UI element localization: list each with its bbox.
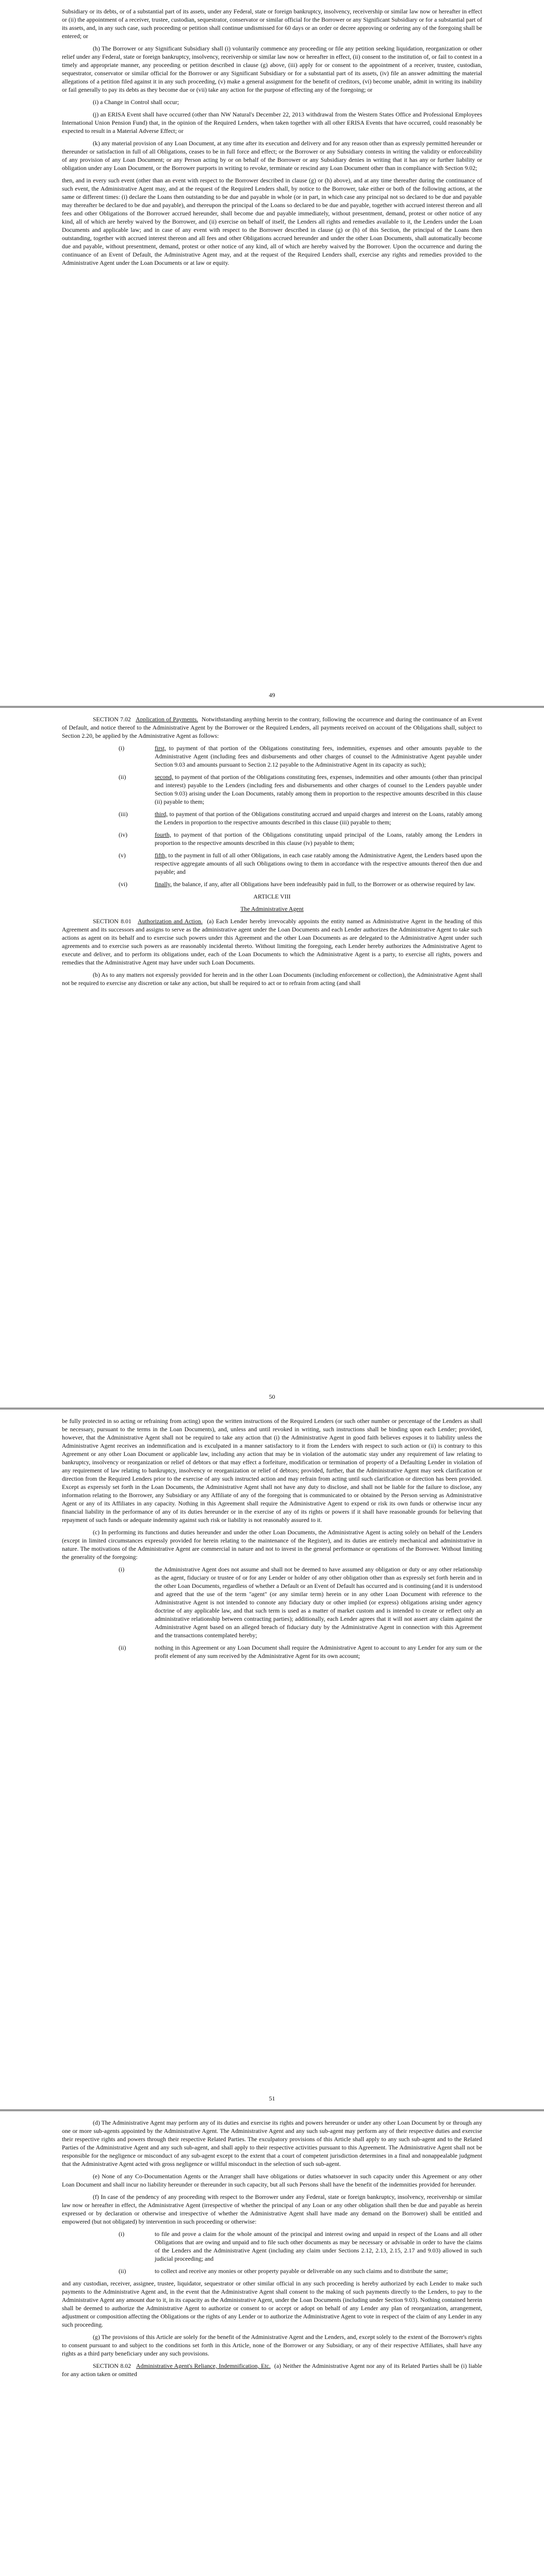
item-text: nothing in this Agreement or any Loan Document shall require the Administrative Agent to account to any Lender for any sum or the profit element of any sum received by the Administrative Agent for its own account;: [155, 1644, 482, 1659]
document-page-51: [0, 1410, 544, 2109]
item-text: to file and prove a claim for the whole amount of the principal and interest owing and unpaid in respect of the Loans and all other Obligations that are owing and unpaid and to file such other documents as may be necessary or advisable in order to have the claims of the Lenders and the Administrative Agent (including any claim under Sections 2.12, 2.13, 2.15, 2.17 and 9.03) allowed in such judicial proceeding; and: [155, 2230, 482, 2262]
item-lead: fifth,: [155, 852, 167, 859]
item-label: (i): [119, 2230, 125, 2238]
page-number: 51: [269, 2095, 275, 2102]
section-heading: SECTION 8.02: [93, 2362, 131, 2369]
item-text: the balance, if any, after all Obligations have been indefeasibly paid in full, to the Borrower or as otherwise required by law.: [173, 880, 475, 888]
article-heading: ARTICLE VIII: [253, 893, 291, 900]
page-number: 50: [269, 1393, 275, 1400]
section-title: Administrative Agent's Reliance, Indemnification, Etc.: [136, 2362, 271, 2369]
document-page-52: [0, 2111, 544, 2576]
paragraph-k: (k) any material provision of any Loan Document, at any time after its execution and delivery and for any reason other than as expressly permitted hereunder or thereunder or satisfaction in full of all Obligations, ceases to be in full force and effect; or the Borrower or any Subsidiary contests in writing the validity or enforceability of any provision of any Loan Document; or any Person acting by or on behalf of the Borrower or any Subsidiary denies in writing that it has any or further liability or obligation under any Loan Document, or the Borrower purports in writing to revoke, terminate or rescind any Loan Document other than in compliance with Section 9.02;: [62, 140, 482, 172]
paragraph: be fully protected in so acting or refraining from acting) upon the written instructions of the Required Lenders (or such other number or percentage of the Lenders as shall be necessary, pursuant to the terms in the Loan Documents), and, unless and until revoked in writing, such instructions shall be binding upon each Lender; provided, however, that the Administrative Agent shall not be required to take any action that (i) the Administrative Agent in good faith believes exposes it to liability unless the Administrative Agent receives an indemnification and is exculpated in a manner satisfactory to it from the Lenders with respect to such action or (ii) is contrary to this Agreement or any other Loan Document or applicable law, including any action that may be in violation of the automatic stay under any requirement of law relating to bankruptcy, insolvency or reorganization or relief of debtors or that may effect a forfeiture, modification or termination of property of a Defaulting Lender in violation of any requirement of law relating to bankruptcy, insolvency or reorganization or relief of debtors; provided, further, that the Administrative Agent may seek clarification or direction from the Required Lenders prior to the exercise of any such instructed action and may refrain from acting until such clarification or direction has been provided. Except as expressly set forth in the Loan Documents, the Administrative Agent shall not have any duty to disclose, and shall not be liable for the failure to disclose, any information relating to the Borrower, any Subsidiary or any Affiliate of any of the foregoing that is communicated to or obtained by the Person serving as Administrative Agent or any of its Affiliates in any capacity. Nothing in this Agreement shall require the Administrative Agent to expend or risk its own funds or otherwise incur any financial liability in the performance of any of its duties hereunder or in the exercise of any of its rights or powers if it shall have reasonable grounds for believing that repayment of such funds or adequate indemnity against such risk or liability is not reasonably assured to it.: [62, 1417, 482, 1523]
paragraph-d: (d) The Administrative Agent may perform any of its duties and exercise its rights and powers hereunder or under any other Loan Document by or through any one or more sub-agents appointed by the Administrative Agent. The Administrative Agent and any such sub-agent may perform any of their respective duties and exercise their respective rights and powers through their respective Related Parties. The exculpatory provisions of this Article shall apply to any such sub-agent and to the Related Parties of the Administrative Agent and any such sub-agent, and shall apply to their respective activities pursuant to this Agreement. The Administrative Agent shall not be responsible for the negligence or misconduct of any sub-agent except to the extent that a court of competent jurisdiction determines in a final and nonappealable judgment that the Administrative Agent acted with gross negligence or willful misconduct in the selection of such sub-agent.: [62, 2119, 482, 2167]
paragraph: Subsidiary or its debts, or of a substantial part of its assets, under any Federal, state or foreign bankruptcy, insolvency, receivership or similar law now or hereafter in effect or (ii) the appointment of a receiver, trustee, custodian, sequestrator, conservator or similar official for the Borrower or any Significant Subsidiary or for a substantial part of its assets, and, in any such case, such proceeding or petition shall continue undismissed for 60 days or an order or decree approving or ordering any of the foregoing shall be entered; or: [62, 8, 482, 40]
section-text: (a) Neither the Administrative Agent nor any of its Related Parties shall be (i) liable for any action taken or omitted: [62, 2362, 482, 2378]
section-8-02: [62, 2362, 482, 2378]
section-heading: SECTION 7.02: [93, 716, 131, 723]
item-lead: third,: [155, 810, 168, 818]
item-lead: second,: [155, 773, 173, 781]
article-title: The Administrative Agent: [240, 905, 304, 912]
item-text: to payment of that portion of the Obligations constituting unpaid principal of the Loans, ratably among the Lenders in proportion to the respective amounts described in this clause (iv) payable to them;: [155, 831, 482, 846]
item-lead: finally,: [155, 880, 172, 888]
item-label: (ii): [119, 773, 126, 781]
item-text: to the payment in full of all other Obligations, in each case ratably among the Administrative Agent, the Lenders based upon the respective aggregate amounts of all such Obligations owing to them in accordance with the respective amounts thereof then due and payable; and: [155, 852, 482, 875]
item-text: to collect and receive any monies or other property payable or deliverable on any such claims and to distribute the same;: [155, 2267, 448, 2275]
section-title: Application of Payments.: [136, 716, 199, 723]
item-label: (vi): [119, 880, 128, 888]
page-number: 49: [269, 691, 275, 699]
section-8-01: [62, 917, 482, 967]
document-page-49: [0, 0, 544, 706]
item-lead: first,: [155, 744, 166, 752]
paragraph: and any custodian, receiver, assignee, trustee, liquidator, sequestrator or other similar official in any such proceeding is hereby authorized by each Lender to make such payments to the Administrative Agent and, in the event that the Administrative Agent shall consent to the making of such payments directly to the Lenders, to pay to the Administrative Agent any amount due to it, in its capacity as the Administrative Agent, under the Loan Documents (including under Section 9.03). Nothing contained herein shall be deemed to authorize the Administrative Agent to authorize or consent to or accept or adopt on behalf of any Lender any plan of reorganization, arrangement, adjustment or composition affecting the Obligations or the rights of any Lender or to authorize the Administrative Agent to vote in respect of the claim of any Lender in any such proceeding.: [62, 2280, 482, 2328]
item-label: (i): [119, 744, 125, 752]
page-body: [62, 715, 482, 991]
document-page-50: [0, 708, 544, 1408]
item-text: to payment of that portion of the Obligations constituting fees, indemnities, expenses and other amounts payable to the Administrative Agent (including fees and disbursements and other charges of counsel to the Administrative Agent payable under Section 9.03 and amounts pursuant to Section 2.12 payable to the Administrative Agent in its capacity as such);: [155, 744, 482, 768]
item-text: to payment of that portion of the Obligations constituting fees, expenses, indemnities and other amounts (other than principal and interest) payable to the Lenders (including fees and disbursements and other charges of counsel to the Lenders payable under Section 9.03) arising under the Loan Documents, ratably among them in proportion to the respective amounts described in this clause (ii) payable to them;: [155, 773, 482, 805]
section-text: Notwithstanding anything herein to the contrary, following the occurrence and during the continuance of an Event of Default, and notice thereof to the Administrative Agent by the Borrower or the Required Lenders, all payments received on account of the Obligations shall, subject to Section 2.20, be applied by the Administrative Agent as follows:: [62, 716, 483, 739]
page-body: [62, 7, 482, 271]
item-text: the Administrative Agent does not assume and shall not be deemed to have assumed any obligation or duty or any other relationship as the agent, fiduciary or trustee of or for any Lender or holder of any other obligation other than as expressly set forth herein and in the other Loan Documents, regardless of whether a Default or an Event of Default has occurred and is continuing (and it is understood and agreed that the use of the term "agent" (or any similar term) herein or in any other Loan Document with reference to the Administrative Agent is not intended to connote any fiduciary duty or other implied (or express) obligations arising under agency doctrine of any applicable law, and that such term is used as a matter of market custom and is intended to create or reflect only an administrative relationship between contracting parties); additionally, each Lender agrees that it will not assert any claim against the Administrative Agent based on an alleged breach of fiduciary duty by the Administrative Agent in connection with this Agreement and the transactions contemplated hereby;: [155, 1566, 482, 1639]
list-item: [119, 810, 482, 826]
item-label: (i): [119, 1566, 125, 1573]
paragraph-remedies: then, and in every such event (other than an event with respect to the Borrower described in clause (g) or (h) above), and at any time thereafter during the continuance of such event, the Administrative Agent may, and at the request of the Required Lenders shall, by notice to the Borrower, take either or both of the following actions, at the same or different times: (i) declare the Loans then outstanding to be due and payable in whole (or in part, in which case any principal not so declared to be due and payable may thereafter be declared to be due and payable), and thereupon the principal of the Loans so declared to be due and payable, together with accrued interest thereon and all fees and other Obligations of the Borrower accrued hereunder, shall become due and payable immediately, without presentment, demand, protest or other notice of any kind, all of which are hereby waived by the Borrower, and (ii) exercise on behalf of itself, the Lenders all rights and remedies available to it, the Lenders under the Loan Documents and applicable law; and in case of any event with respect to the Borrower described in clause (g) or (h) of this Section, the principal of the Loans then outstanding, together with accrued interest thereon and all fees and other Obligations accrued hereunder and under the other Loan Documents, shall automatically become due and payable, without presentment, demand, protest or other notice of any kind, all of which are hereby waived by the Borrower. Upon the occurrence and during the continuance of an Event of Default, the Administrative Agent may, and at the request of the Required Lenders shall, exercise any rights and remedies provided to the Administrative Agent under the Loan Documents or at law or equity.: [62, 177, 482, 266]
list-item: [119, 2230, 482, 2263]
list-item: [119, 2267, 482, 2275]
item-lead: fourth,: [155, 831, 171, 838]
list-item: [119, 851, 482, 876]
item-label: (iii): [119, 810, 128, 818]
section-title: Authorization and Action.: [138, 918, 203, 925]
item-label: (iv): [119, 831, 128, 838]
page-body: [62, 2119, 482, 2382]
section-7-02: [62, 715, 482, 740]
paragraph-h: (h) The Borrower or any Significant Subsidiary shall (i) voluntarily commence any proceeding or file any petition seeking liquidation, reorganization or other relief under any Federal, state or foreign bankruptcy, insolvency, receivership or similar law now or hereafter in effect, (ii) consent to the institution of, or fail to contest in a timely and appropriate manner, any proceeding or petition described in clause (g) above, (iii) apply for or consent to the appointment of a receiver, trustee, custodian, sequestrator, conservator or similar official for the Borrower or any Significant Subsidiary or for a substantial part of its assets, (iv) file an answer admitting the material allegations of a petition filed against it in any such proceeding, (v) make a general assignment for the benefit of creditors, (vi) become unable, admit in writing its inability or fail generally to pay its debts as they become due or (vii) take any action for the purpose of effecting any of the foregoing; or: [62, 45, 482, 93]
paragraph-f: (f) In case of the pendency of any proceeding with respect to the Borrower under any Federal, state or foreign bankruptcy, insolvency, receivership or similar law now or hereafter in effect, the Administrative Agent (irrespective of whether the principal of any Loan or any other obligation shall then be due and payable as herein expressed or by declaration or otherwise and irrespective of whether the Administrative Agent shall have made any demand on the Borrower) shall be entitled and empowered (but not obligated) by intervention in such proceeding or otherwise:: [62, 2193, 482, 2225]
list-item: [119, 880, 482, 888]
list-item: [119, 1565, 482, 1639]
page-body: [62, 1417, 482, 1664]
section-heading: SECTION 8.01: [93, 918, 131, 925]
paragraph-c: (c) In performing its functions and duties hereunder and under the other Loan Documents, the Administrative Agent is acting solely on behalf of the Lenders (except in limited circumstances expressly provided for herein relating to the maintenance of the Register), and its duties are entirely mechanical and administrative in nature. The motivations of the Administrative Agent are commercial in nature and not to invest in the general performance or operations of the Borrower. Without limiting the generality of the foregoing:: [62, 1529, 482, 1561]
item-label: (v): [119, 852, 126, 859]
list-item: [119, 831, 482, 847]
paragraph-b: (b) As to any matters not expressly provided for herein and in the other Loan Documents (including enforcement or collection), the Administrative Agent shall not be required to exercise any discretion or take any action, but shall be required to act or to refrain from acting (and shall: [62, 971, 482, 987]
list-item: [119, 1643, 482, 1660]
item-text: to payment of that portion of the Obligations constituting accrued and unpaid charges and interest on the Loans, ratably among the Lenders in proportion to the respective amounts described in this clause (iii) payable to them;: [155, 810, 482, 826]
section-text: (a) Each Lender hereby irrevocably appoints the entity named as Administrative Agent in the heading of this Agreement and its successors and assigns to serve as the administrative agent under the Loan Documents and each Lender authorizes the Administrative Agent to take such actions as agent on its behalf and to exercise such powers under this Agreement and the other Loan Documents as are delegated to the Administrative Agent under such agreements and to exercise such powers as are reasonably incidental thereto. Without limiting the foregoing, each Lender hereby authorizes the Administrative Agent to execute and deliver, and to perform its obligations under, each of the Loan Documents to which the Administrative Agent is a party, to exercise all rights, powers and remedies that the Administrative Agent may have under such Loan Documents.: [62, 918, 483, 966]
paragraph-j: (j) an ERISA Event shall have occurred (other than NW Natural's December 22, 2013 withdrawal from the Western States Office and Professional Employees International Union Pension Fund) that, in the opinion of the Required Lenders, when taken together with all other ERISA Events that have occurred, could reasonably be expected to result in a Material Adverse Effect; or: [62, 111, 482, 134]
paragraph-e: (e) None of any Co-Documentation Agents or the Arranger shall have obligations or duties whatsoever in such capacity under this Agreement or any other Loan Document and shall incur no liability hereunder or thereunder in such capacity, but all such Persons shall have the benefit of the indemnities provided for hereunder.: [62, 2173, 482, 2188]
list-item: [119, 773, 482, 806]
item-label: (ii): [119, 2267, 126, 2275]
list-item: [119, 744, 482, 769]
paragraph-g: (g) The provisions of this Article are solely for the benefit of the Administrative Agent and the Lenders, and, except solely to the extent of the Borrower's rights to consent pursuant to and subject to the conditions set forth in this Article, none of the Borrower or any Subsidiary, or any of their respective Affiliates, shall have any rights as a third party beneficiary under any such provisions.: [62, 2333, 482, 2357]
item-label: (ii): [119, 1644, 126, 1651]
paragraph-i: (i) a Change in Control shall occur;: [93, 98, 179, 106]
